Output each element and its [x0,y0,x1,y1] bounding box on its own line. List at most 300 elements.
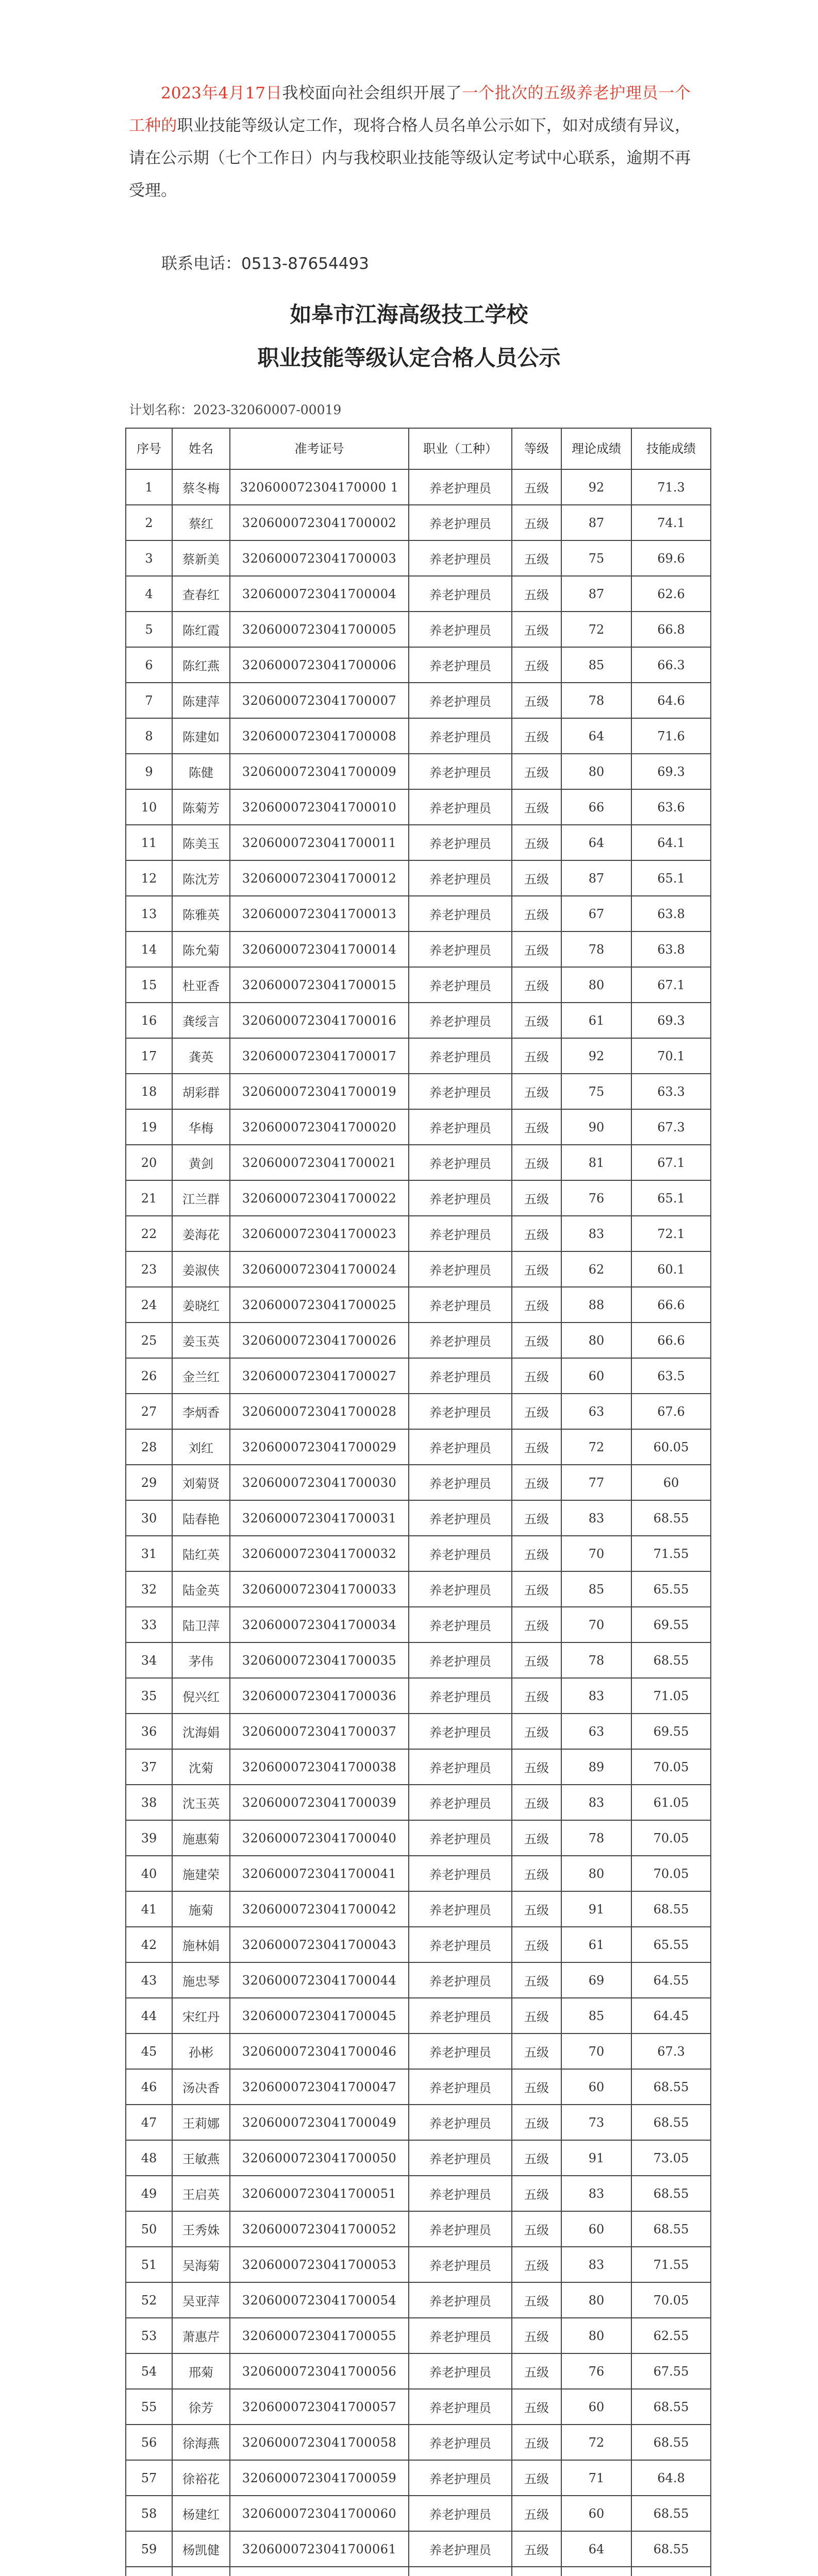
ticket-cell: 3206000723041700061 [230,2531,409,2567]
ticket-cell: 3206000723041700037 [230,1714,409,1749]
ticket-cell: 3206000723041700020 [230,1109,409,1145]
theory-score-cell: 76 [561,1180,631,1216]
name-cell: 徐裕花 [172,2460,230,2496]
level-cell: 五级 [512,896,561,931]
table-row [126,896,711,931]
seq-cell: 17 [126,1038,172,1074]
occupation-cell: 养老护理员 [409,1500,512,1536]
table-row [126,2353,711,2389]
name-cell: 施林娟 [172,1927,230,1962]
theory-score-cell: 83 [561,1785,631,1820]
table-row [126,1607,711,1642]
occupation-cell: 养老护理员 [409,1038,512,1074]
ticket-cell: 3206000723041700015 [230,967,409,1003]
skill-score-cell: 67.1 [631,1145,711,1180]
skill-score-cell: 69.3 [631,1003,711,1038]
skill-score-cell: 70.05 [631,1820,711,1856]
col-header-level: 等级 [512,428,561,469]
theory-score-cell: 78 [561,683,631,718]
occupation-cell: 养老护理员 [409,1642,512,1678]
occupation-cell: 养老护理员 [409,2176,512,2211]
seq-cell: 4 [126,576,172,612]
table-row [126,1785,711,1820]
skill-score-cell: 63.8 [631,896,711,931]
occupation-cell: 养老护理员 [409,469,512,505]
level-cell: 五级 [512,1962,561,1998]
ticket-cell: 3206000723041700046 [230,2033,409,2069]
seq-cell: 1 [126,469,172,505]
seq-cell: 26 [126,1358,172,1394]
seq-cell: 11 [126,825,172,860]
skill-score-cell: 66.6 [631,1323,711,1358]
theory-score-cell: 61 [561,1927,631,1962]
skill-score-cell: 67.6 [631,1394,711,1429]
occupation-cell: 养老护理员 [409,2105,512,2140]
level-cell: 五级 [512,576,561,612]
seq-cell: 24 [126,1287,172,1323]
level-cell: 五级 [512,612,561,647]
seq-cell: 8 [126,718,172,754]
table-row [126,1109,711,1145]
ticket-cell: 3206000723041700035 [230,1642,409,1678]
occupation-cell: 养老护理员 [409,1358,512,1394]
table-row [126,1145,711,1180]
name-cell: 杨凯健 [172,2531,230,2567]
ticket-cell: 3206000723041700056 [230,2353,409,2389]
seq-cell: 22 [126,1216,172,1251]
theory-score-cell: 87 [561,860,631,896]
name-cell: 华梅 [172,1109,230,1145]
name-cell: 李炳香 [172,1394,230,1429]
skill-score-cell: 68.55 [631,2105,711,2140]
seq-cell: 37 [126,1749,172,1785]
ticket-cell: 3206000723041700027 [230,1358,409,1394]
level-cell: 五级 [512,1180,561,1216]
level-cell: 五级 [512,1003,561,1038]
theory-score-cell: 83 [561,1500,631,1536]
name-cell: 姜海花 [172,1216,230,1251]
ticket-cell: 3206000723041700044 [230,1962,409,1998]
ticket-cell: 3206000723041700010 [230,789,409,825]
occupation-cell: 养老护理员 [409,1287,512,1323]
name-cell: 邢菊 [172,2353,230,2389]
seq-cell: 13 [126,896,172,931]
skill-score-cell: 61.05 [631,1785,711,1820]
occupation-cell: 养老护理员 [409,1074,512,1109]
ticket-cell: 3206000723041700042 [230,1891,409,1927]
seq-cell: 42 [126,1927,172,1962]
table-row [126,1642,711,1678]
occupation-cell: 养老护理员 [409,2211,512,2247]
theory-score-cell: 76 [561,2353,631,2389]
table-row [126,2247,711,2282]
level-cell: 五级 [512,2460,561,2496]
name-cell: 姜淑侠 [172,1251,230,1287]
theory-score-cell: 66 [561,789,631,825]
skill-score-cell: 66.8 [631,612,711,647]
name-cell: 沈玉英 [172,1785,230,1820]
table-row [126,1003,711,1038]
name-cell: 茅伟 [172,1642,230,1678]
theory-score-cell: 72 [561,1429,631,1465]
theory-score-cell: 72 [561,2425,631,2460]
theory-score-cell: 63 [561,1394,631,1429]
theory-score-cell: 70 [561,1607,631,1642]
level-cell: 五级 [512,2496,561,2531]
table-body [126,469,711,2576]
col-header-theory-score: 理论成绩 [561,428,631,469]
theory-score-cell [561,2567,631,2576]
level-cell: 五级 [512,1251,561,1287]
occupation-cell: 养老护理员 [409,2531,512,2567]
skill-score-cell: 67.3 [631,1109,711,1145]
level-cell: 五级 [512,1998,561,2033]
ticket-cell: 3206000723041700019 [230,1074,409,1109]
name-cell: 王敏燕 [172,2140,230,2176]
name-cell: 陈菊芳 [172,789,230,825]
name-cell: 杨建红 [172,2496,230,2531]
ticket-cell: 3206000723041700008 [230,718,409,754]
name-cell: 陈建如 [172,718,230,754]
skill-score-cell: 70.1 [631,1038,711,1074]
occupation-cell: 养老护理员 [409,1714,512,1749]
seq-cell: 56 [126,2425,172,2460]
level-cell: 五级 [512,2282,561,2318]
level-cell: 五级 [512,2353,561,2389]
occupation-cell: 养老护理员 [409,1109,512,1145]
ticket-cell: 3206000723041700023 [230,1216,409,1251]
col-header-seq: 序号 [126,428,172,469]
occupation-cell: 养老护理员 [409,825,512,860]
skill-score-cell: 71.55 [631,1536,711,1571]
theory-score-cell: 83 [561,1216,631,1251]
level-cell: 五级 [512,1607,561,1642]
skill-score-cell: 68.55 [631,2389,711,2425]
notice-paragraph [129,77,691,207]
seq-cell: 25 [126,1323,172,1358]
seq-cell: 7 [126,683,172,718]
ticket-cell: 3206000723041700050 [230,2140,409,2176]
skill-score-cell: 64.55 [631,1962,711,1998]
level-cell: 五级 [512,2176,561,2211]
level-cell: 五级 [512,505,561,540]
occupation-cell: 养老护理员 [409,2318,512,2353]
table-row [126,2069,711,2105]
level-cell: 五级 [512,647,561,683]
ticket-cell: 3206000723041700036 [230,1678,409,1714]
name-cell: 陈健 [172,754,230,789]
table-row [126,1714,711,1749]
theory-score-cell: 91 [561,1891,631,1927]
ticket-cell: 3206000723041700047 [230,2069,409,2105]
occupation-cell: 养老护理员 [409,2033,512,2069]
level-cell: 五级 [512,1500,561,1536]
seq-cell: 29 [126,1465,172,1500]
seq-cell: 20 [126,1145,172,1180]
skill-score-cell: 64.6 [631,683,711,718]
skill-score-cell: 68.55 [631,1500,711,1536]
occupation-cell: 养老护理员 [409,2140,512,2176]
ticket-cell: 3206000723041700005 [230,612,409,647]
table-row [126,1536,711,1571]
ticket-cell: 3206000723041700014 [230,931,409,967]
seq-cell: 49 [126,2176,172,2211]
ticket-cell: 3206000723041700025 [230,1287,409,1323]
name-cell: 龚绥言 [172,1003,230,1038]
theory-score-cell: 70 [561,1536,631,1571]
theory-score-cell: 85 [561,647,631,683]
level-cell: 五级 [512,2318,561,2353]
theory-score-cell: 75 [561,540,631,576]
theory-score-cell: 80 [561,967,631,1003]
name-cell: 宋红丹 [172,1998,230,2033]
theory-score-cell: 78 [561,931,631,967]
ticket-cell: 3206000723041700059 [230,2460,409,2496]
occupation-cell: 养老护理员 [409,1216,512,1251]
ticket-cell: 320600072304170000 1 [230,469,409,505]
table-row [126,1074,711,1109]
ticket-cell: 3206000723041700034 [230,1607,409,1642]
theory-score-cell: 60 [561,2389,631,2425]
skill-score-cell: 68.55 [631,2211,711,2247]
col-header-ticket: 准考证号 [230,428,409,469]
theory-score-cell: 64 [561,825,631,860]
seq-cell: 50 [126,2211,172,2247]
seq-cell: 28 [126,1429,172,1465]
name-cell [172,2567,230,2576]
seq-cell: 10 [126,789,172,825]
theory-score-cell: 83 [561,1678,631,1714]
name-cell: 陈美玉 [172,825,230,860]
name-cell: 陈允菊 [172,931,230,967]
occupation-cell: 养老护理员 [409,2460,512,2496]
name-cell: 沈菊 [172,1749,230,1785]
name-cell: 姜晓红 [172,1287,230,1323]
occupation-cell: 养老护理员 [409,1145,512,1180]
seq-cell: 41 [126,1891,172,1927]
theory-score-cell: 78 [561,1820,631,1856]
occupation-cell: 养老护理员 [409,1962,512,1998]
name-cell: 萧惠芹 [172,2318,230,2353]
theory-score-cell: 80 [561,1323,631,1358]
seq-cell: 43 [126,1962,172,1998]
ticket-cell: 3206000723041700052 [230,2211,409,2247]
name-cell: 王莉娜 [172,2105,230,2140]
ticket-cell: 3206000723041700013 [230,896,409,931]
occupation-cell: 养老护理员 [409,1927,512,1962]
skill-score-cell: 68.55 [631,1891,711,1927]
skill-score-cell: 63.5 [631,1358,711,1394]
school-name: 如皋市江海高级技工学校 [290,302,528,327]
name-cell: 吴海菊 [172,2247,230,2282]
theory-score-cell: 87 [561,576,631,612]
name-cell: 陆春艳 [172,1500,230,1536]
level-cell: 五级 [512,754,561,789]
occupation-cell: 养老护理员 [409,789,512,825]
ticket-cell: 3206000723041700022 [230,1180,409,1216]
skill-score-cell: 67.3 [631,2033,711,2069]
level-cell: 五级 [512,1465,561,1500]
occupation-cell: 养老护理员 [409,1003,512,1038]
table-row [126,612,711,647]
ticket-cell: 3206000723041700016 [230,1003,409,1038]
name-cell: 杜亚香 [172,967,230,1003]
table-row [126,860,711,896]
level-cell: 五级 [512,718,561,754]
seq-cell: 34 [126,1642,172,1678]
ticket-cell: 3206000723041700055 [230,2318,409,2353]
table-row [126,2176,711,2211]
level-cell: 五级 [512,1038,561,1074]
table-row [126,1820,711,1856]
occupation-cell: 养老护理员 [409,1998,512,2033]
theory-score-cell: 78 [561,1642,631,1678]
level-cell: 五级 [512,1678,561,1714]
skill-score-cell: 70.05 [631,2282,711,2318]
occupation-cell: 养老护理员 [409,1749,512,1785]
name-cell: 施忠琴 [172,1962,230,1998]
notice-text-a: 我校面向社会组织开展了 [282,84,462,103]
ticket-cell: 3206000723041700030 [230,1465,409,1500]
name-cell: 王启英 [172,2176,230,2211]
seq-cell: 14 [126,931,172,967]
skill-score-cell: 63.3 [631,1074,711,1109]
name-cell: 施建荣 [172,1856,230,1891]
level-cell: 五级 [512,1358,561,1394]
table-row [126,967,711,1003]
theory-score-cell: 75 [561,1074,631,1109]
table-row [126,505,711,540]
seq-cell: 59 [126,2531,172,2567]
skill-score-cell: 73.05 [631,2140,711,2176]
skill-score-cell: 60 [631,1465,711,1500]
table-row [126,1927,711,1962]
theory-score-cell: 80 [561,1856,631,1891]
name-cell: 施菊 [172,1891,230,1927]
theory-score-cell: 60 [561,2069,631,2105]
level-cell: 五级 [512,1109,561,1145]
ticket-cell: 3206000723041700038 [230,1749,409,1785]
table-row [126,1251,711,1287]
skill-score-cell: 65.1 [631,1180,711,1216]
theory-score-cell: 60 [561,1358,631,1394]
table-row [126,1358,711,1394]
theory-score-cell: 64 [561,718,631,754]
table-row [126,540,711,576]
theory-score-cell: 87 [561,505,631,540]
ticket-cell: 3206000723041700041 [230,1856,409,1891]
seq-cell: 18 [126,1074,172,1109]
ticket-cell: 3206000723041700054 [230,2282,409,2318]
seq-cell: 6 [126,647,172,683]
seq-cell: 12 [126,860,172,896]
occupation-cell [409,2567,512,2576]
ticket-cell: 3206000723041700053 [230,2247,409,2282]
contact-label: 联系电话： [161,255,241,273]
seq-cell: 54 [126,2353,172,2389]
occupation-cell: 养老护理员 [409,2069,512,2105]
name-cell: 蔡新美 [172,540,230,576]
table-row [126,2140,711,2176]
table-row [126,789,711,825]
table-row [126,2567,711,2576]
theory-score-cell: 64 [561,2531,631,2567]
seq-cell: 57 [126,2460,172,2496]
occupation-cell: 养老护理员 [409,505,512,540]
table-row [126,1749,711,1785]
seq-cell [126,2567,172,2576]
occupation-cell: 养老护理员 [409,2282,512,2318]
level-cell: 五级 [512,860,561,896]
table-row [126,825,711,860]
theory-score-cell: 80 [561,2282,631,2318]
name-cell: 蔡冬梅 [172,469,230,505]
ticket-cell: 3206000723041700045 [230,1998,409,2033]
name-cell: 吴亚萍 [172,2282,230,2318]
occupation-cell: 养老护理员 [409,718,512,754]
level-cell: 五级 [512,967,561,1003]
skill-score-cell: 69.6 [631,540,711,576]
seq-cell: 36 [126,1714,172,1749]
table-row [126,754,711,789]
level-cell: 五级 [512,1891,561,1927]
table-row [126,647,711,683]
plan-name [129,400,341,418]
ticket-cell: 3206000723041700021 [230,1145,409,1180]
occupation-cell: 养老护理员 [409,1323,512,1358]
contact-phone: 0513-87654493 [241,255,369,273]
name-cell: 倪兴红 [172,1678,230,1714]
name-cell: 刘红 [172,1429,230,1465]
notice-text-b: 职业技能等级认定工作，现将合格人员名单公示如下，如对成绩有异议，请在公示期（七个工作日）内与我校职业技能等级认定考试中心联系，逾期不再受理。 [129,116,691,200]
document-title: 职业技能等级认定合格人员公示 [257,345,561,370]
table-row [126,683,711,718]
name-cell: 陈沈芳 [172,860,230,896]
level-cell: 五级 [512,2389,561,2425]
level-cell: 五级 [512,1216,561,1251]
name-cell: 刘菊贤 [172,1465,230,1500]
theory-score-cell: 92 [561,469,631,505]
table-row [126,2211,711,2247]
name-cell: 汤决香 [172,2069,230,2105]
theory-score-cell: 70 [561,2033,631,2069]
name-cell: 龚英 [172,1038,230,1074]
table-row [126,1500,711,1536]
occupation-cell: 养老护理员 [409,931,512,967]
seq-cell: 16 [126,1003,172,1038]
occupation-cell: 养老护理员 [409,1678,512,1714]
col-header-name: 姓名 [172,428,230,469]
level-cell: 五级 [512,540,561,576]
ticket-cell: 3206000723041700029 [230,1429,409,1465]
level-cell: 五级 [512,931,561,967]
level-cell: 五级 [512,469,561,505]
theory-score-cell: 60 [561,2211,631,2247]
skill-score-cell: 71.6 [631,718,711,754]
seq-cell: 40 [126,1856,172,1891]
theory-score-cell: 91 [561,2140,631,2176]
ticket-cell: 3206000723041700011 [230,825,409,860]
seq-cell: 35 [126,1678,172,1714]
col-header-occupation: 职业（工种） [409,428,512,469]
ticket-cell: 3206000723041700058 [230,2425,409,2460]
occupation-cell: 养老护理员 [409,612,512,647]
occupation-cell: 养老护理员 [409,1891,512,1927]
skill-score-cell: 68.55 [631,2496,711,2531]
seq-cell: 9 [126,754,172,789]
level-cell: 五级 [512,2033,561,2069]
level-cell: 五级 [512,1642,561,1678]
